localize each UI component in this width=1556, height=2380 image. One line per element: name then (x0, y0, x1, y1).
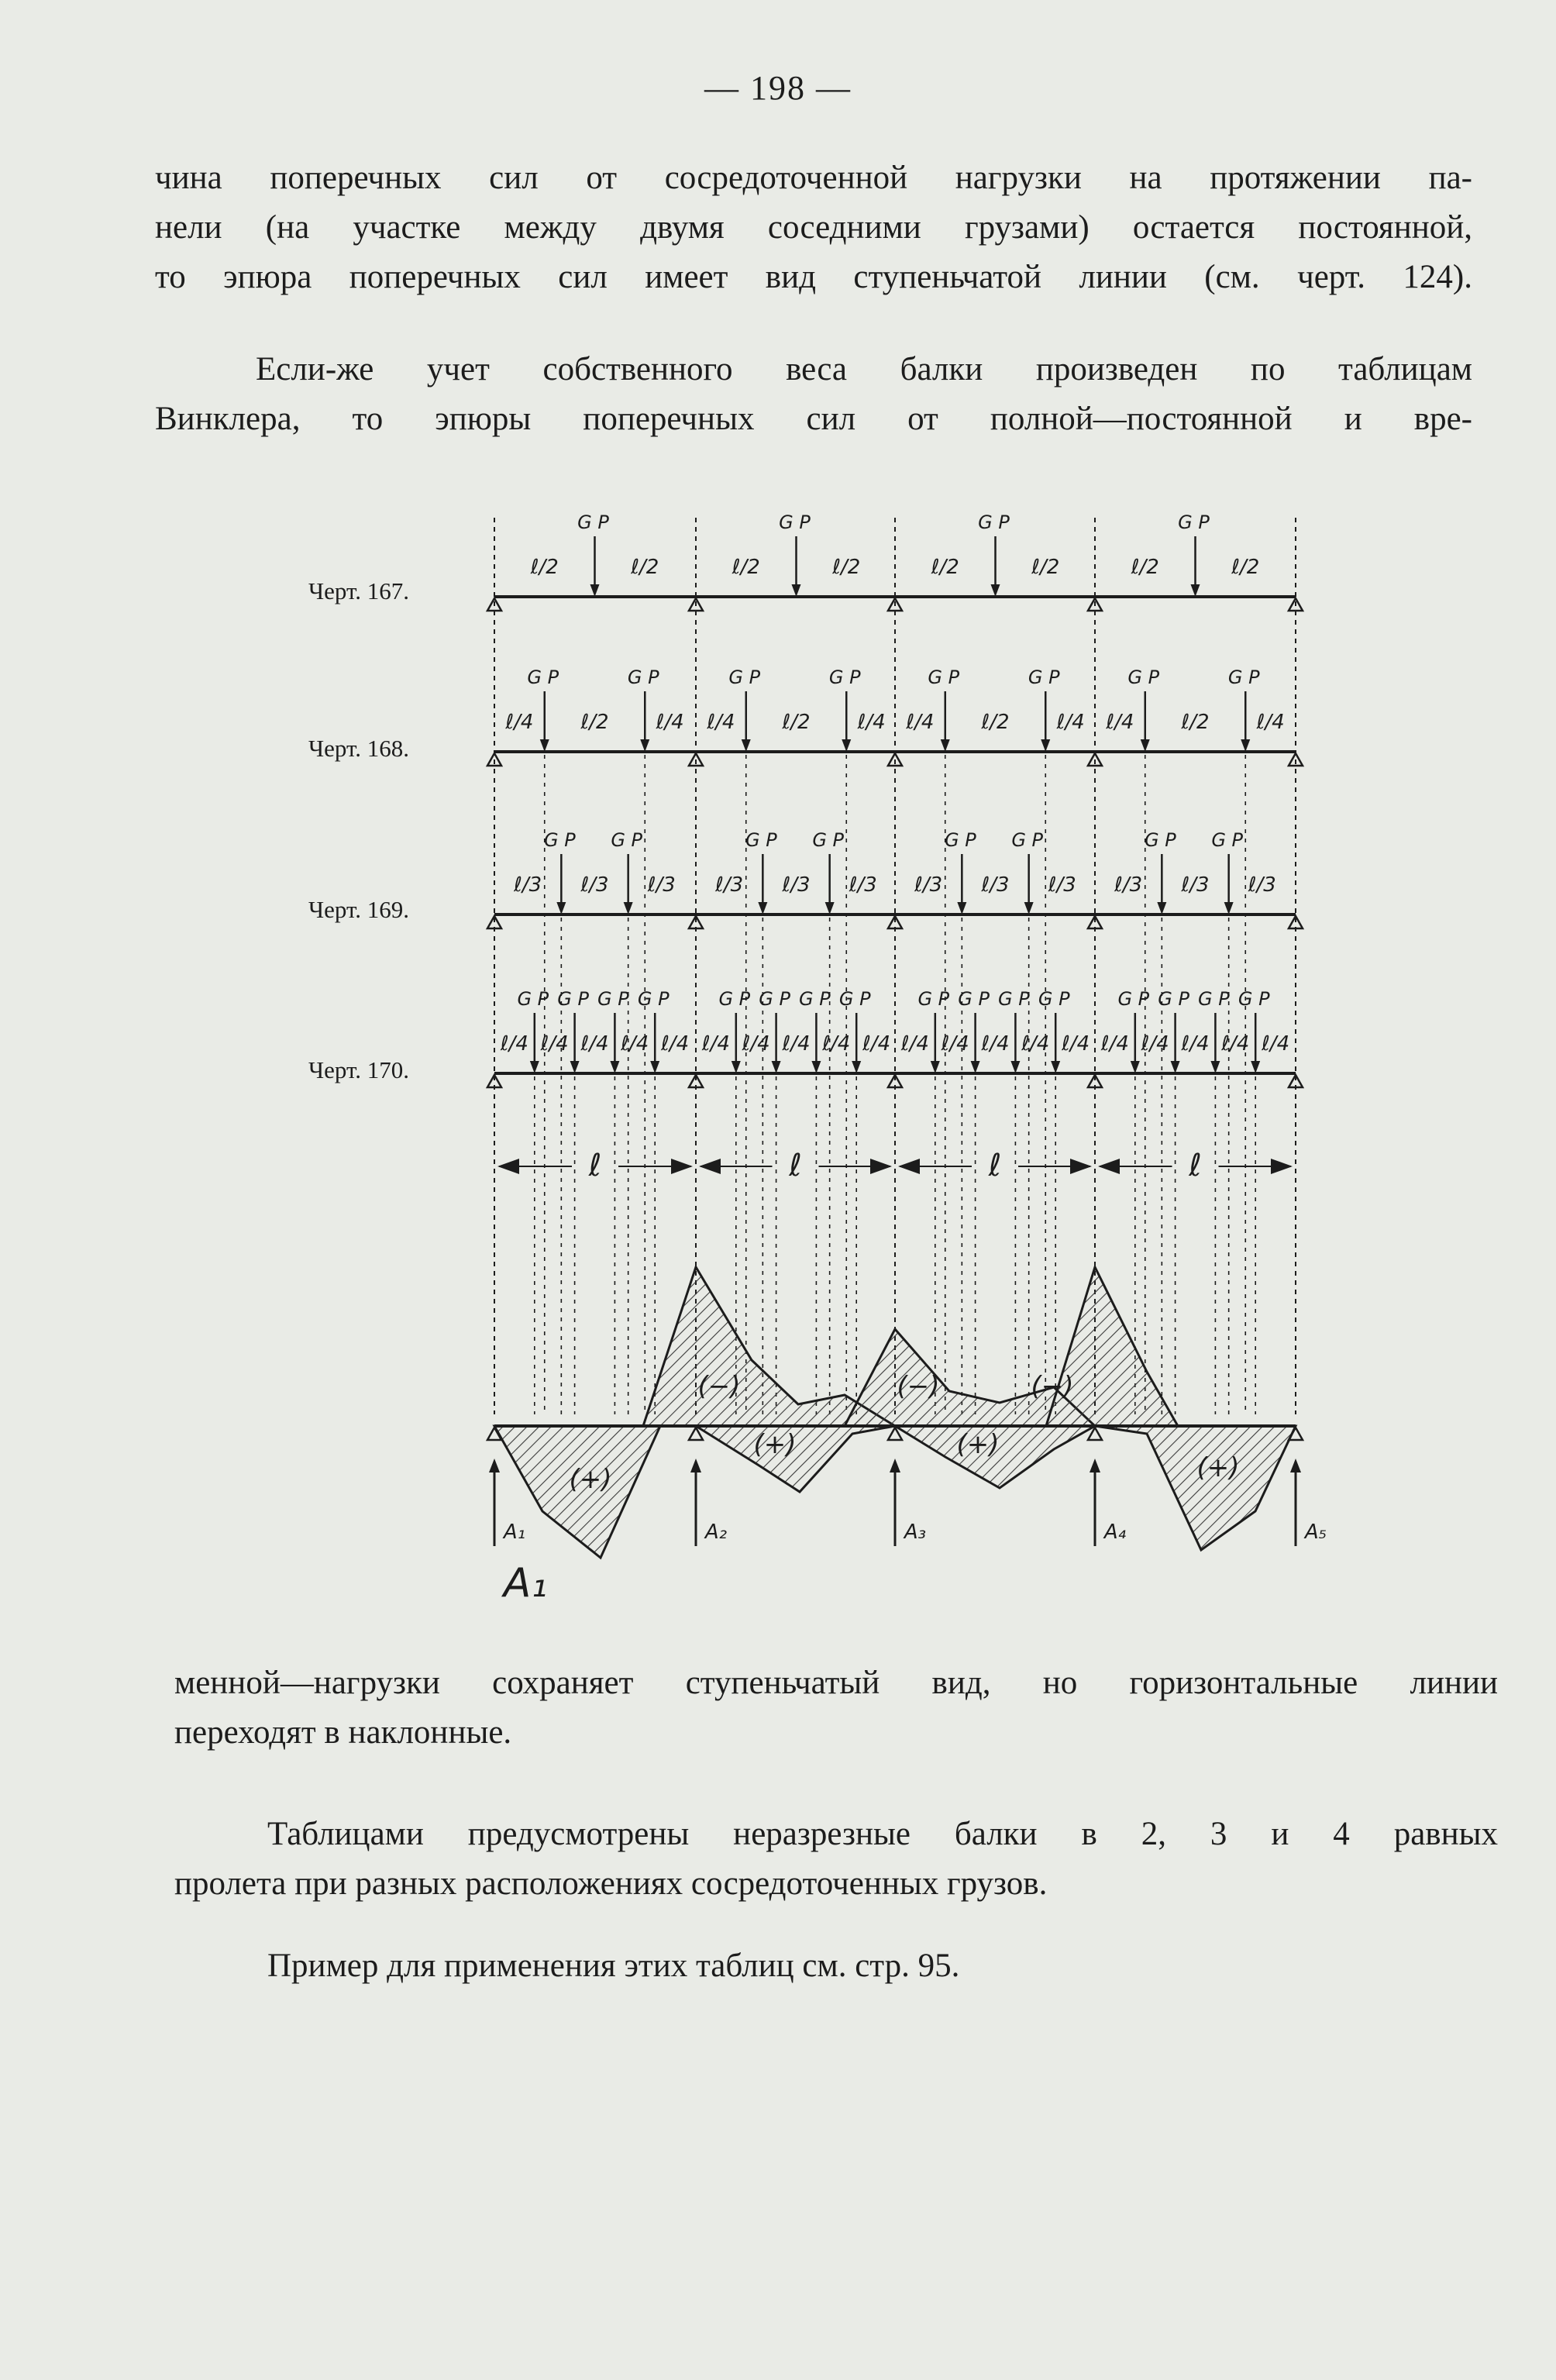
page-number: — 198 — (704, 69, 852, 107)
figure-label-167: Черт. 167. (308, 577, 409, 604)
beam-170-fraction-4-2: ℓ/4 (1141, 1032, 1169, 1056)
beam-170-load-3-3-head (1010, 1061, 1020, 1073)
beam-168-load-3-2-head (1041, 739, 1050, 752)
beam-169-fraction-1-2: ℓ/3 (580, 873, 609, 897)
beam-169-fraction-2-1: ℓ/3 (715, 873, 744, 897)
shear-sign-2: (−) (697, 1371, 741, 1402)
beam-168-fraction-3-1: ℓ/4 (906, 711, 935, 734)
paragraph-1-line-2: нели (на участке между двумя соседними грузами) остается постоянной, (155, 209, 1472, 246)
beam-169-fraction-2-3: ℓ/3 (849, 873, 877, 897)
beam-170-load-label-1-3: G P (597, 988, 629, 1010)
beam-169-load-4-2-head (1224, 902, 1234, 914)
shear-sign-7: (+) (1196, 1452, 1240, 1483)
beam-169-fraction-3-3: ℓ/3 (1048, 873, 1076, 897)
beam-170-load-label-4-1: G P (1117, 988, 1150, 1010)
beam-170-load-1-4-head (650, 1061, 659, 1073)
figure-label-168: Черт. 168. (308, 735, 409, 762)
beam-168-load-label-3-1: G P (928, 666, 960, 688)
beam-169-load-3-2-head (1024, 902, 1034, 914)
beam-170-load-label-4-3: G P (1198, 988, 1230, 1010)
beam-170-fraction-3-2: ℓ/4 (941, 1032, 969, 1056)
shear-sign-5: (+) (956, 1429, 1000, 1460)
beam-167-load-label-3-1: G P (978, 511, 1010, 533)
beam-168-load-3-1-head (941, 739, 950, 752)
span-dimension-label-1: ℓ (588, 1148, 602, 1183)
paragraph-4-line-1: Таблицами предусмотрены неразрезные балки в 2, 3 и 4 равных (267, 1816, 1498, 1852)
beam-169-fraction-4-3: ℓ/3 (1248, 873, 1276, 897)
beam-167-fraction-2-2: ℓ/2 (832, 556, 861, 579)
reaction-arrow-3-head (890, 1459, 900, 1472)
beam-169-fraction-4-1: ℓ/3 (1114, 873, 1143, 897)
shear-sign-4: (−) (897, 1371, 940, 1402)
beam-170-fraction-1-3: ℓ/4 (580, 1032, 609, 1056)
beam-168-load-1-1-head (540, 739, 549, 752)
beam-170-fraction-2-2: ℓ/4 (742, 1032, 770, 1056)
beam-170-load-label-3-4: G P (1038, 988, 1070, 1010)
beam-168-fraction-4-3: ℓ/4 (1256, 711, 1285, 734)
beam-169-load-2-1-head (758, 902, 767, 914)
beam-168-load-label-2-2: G P (828, 666, 861, 688)
paragraph-5 (267, 1941, 1352, 1991)
beam-169-fraction-3-2: ℓ/3 (981, 873, 1010, 897)
beam-169-load-label-2-2: G P (812, 829, 845, 851)
beam-170-load-label-3-1: G P (917, 988, 950, 1010)
beam-170-fraction-4-1: ℓ/4 (1100, 1032, 1129, 1056)
beam-169-load-label-4-2: G P (1211, 829, 1244, 851)
beam-168-load-label-1-2: G P (627, 666, 659, 688)
beam-170-fraction-2-4: ℓ/4 (822, 1032, 851, 1056)
beam-168-load-label-4-2: G P (1227, 666, 1260, 688)
reaction-label-3: A₃ (904, 1521, 927, 1544)
beam-170-load-label-4-2: G P (1158, 988, 1189, 1010)
beam-170-load-label-2-1: G P (718, 988, 751, 1010)
beam-170-fraction-1-4: ℓ/4 (621, 1032, 649, 1056)
beam-170-load-1-2-head (570, 1061, 580, 1073)
beam-168-load-label-1-1: G P (527, 666, 559, 688)
paragraph-3-line-2: переходят в наклонные. (174, 1714, 512, 1751)
beam-170-load-1-1-head (530, 1061, 539, 1073)
beam-168-fraction-2-2: ℓ/2 (782, 711, 811, 734)
beam-167-fraction-2-1: ℓ/2 (732, 556, 760, 579)
figure-label-169: Черт. 169. (308, 896, 409, 923)
beam-168-fraction-3-3: ℓ/4 (1056, 711, 1085, 734)
span-dimension-label-3: ℓ (988, 1148, 1002, 1183)
beam-167-load-4-1-head (1191, 584, 1200, 597)
beam-168-load-2-1-head (742, 739, 751, 752)
beam-169-load-4-1-head (1157, 902, 1166, 914)
paragraph-1-line-3: то эпюра поперечных сил имеет вид ступеньчатой линии (см. черт. 124). (155, 259, 1472, 295)
beam-170-load-3-2-head (971, 1061, 980, 1073)
beam-170-load-2-2-head (772, 1061, 781, 1073)
beam-170-fraction-3-1: ℓ/4 (900, 1032, 929, 1056)
paragraph-4-line-2: пролета при разных расположениях сосредоточенных грузов. (174, 1865, 1048, 1902)
beam-170-fraction-1-5: ℓ/4 (661, 1032, 690, 1056)
reaction-arrow-1-head (489, 1459, 500, 1472)
reaction-label-1: A₁ (503, 1521, 526, 1544)
beam-169-load-label-1-1: G P (543, 829, 576, 851)
shear-sign-6: (−) (1031, 1371, 1074, 1402)
beam-168-fraction-3-2: ℓ/2 (981, 711, 1010, 734)
beam-169-fraction-4-2: ℓ/3 (1181, 873, 1210, 897)
paragraph-3-line-1: менной—нагрузки сохраняет ступеньчатый вид, но горизонтальные линии (174, 1665, 1498, 1701)
beam-169-load-label-3-2: G P (1011, 829, 1044, 851)
beam-170-load-4-3-head (1210, 1061, 1220, 1073)
beam-168-load-label-2-1: G P (728, 666, 761, 688)
beam-170-load-label-1-2: G P (557, 988, 589, 1010)
beam-167-fraction-4-1: ℓ/2 (1131, 556, 1159, 579)
span-dimension-label-2: ℓ (789, 1148, 802, 1183)
beam-169-fraction-1-3: ℓ/3 (647, 873, 676, 897)
beam-168-fraction-2-3: ℓ/4 (857, 711, 886, 734)
reaction-label-5: A₅ (1304, 1521, 1327, 1544)
beam-168-load-4-2-head (1241, 739, 1250, 752)
beam-168-fraction-1-1: ℓ/4 (505, 711, 534, 734)
beam-167-fraction-1-1: ℓ/2 (530, 556, 559, 579)
beam-169-load-label-3-1: G P (944, 829, 976, 851)
beam-170-load-label-3-3: G P (998, 988, 1030, 1010)
paragraph-1-line-1: чина поперечных сил от сосредоточенной нагрузки на протяжении па- (155, 160, 1472, 196)
beam-168-load-label-4-1: G P (1127, 666, 1160, 688)
beam-170-fraction-3-5: ℓ/4 (1062, 1032, 1090, 1056)
reaction-arrow-4-head (1090, 1459, 1100, 1472)
beam-168-fraction-2-1: ℓ/4 (707, 711, 735, 734)
beam-170-fraction-1-2: ℓ/4 (540, 1032, 569, 1056)
paragraph-4 (174, 1810, 1498, 1909)
shear-sign-3: (+) (753, 1429, 797, 1460)
paragraph-5-line-1: Пример для применения этих таблиц см. стр. 95. (267, 1948, 960, 1984)
beam-170-fraction-1-1: ℓ/4 (500, 1032, 528, 1056)
beam-170-load-3-4-head (1051, 1061, 1060, 1073)
beam-170-fraction-3-4: ℓ/4 (1021, 1032, 1050, 1056)
beam-170-fraction-2-5: ℓ/4 (862, 1032, 891, 1056)
beam-170-fraction-2-1: ℓ/4 (701, 1032, 730, 1056)
paragraph-3 (174, 1658, 1498, 1758)
beam-169-fraction-2-2: ℓ/3 (782, 873, 811, 897)
beam-170-load-label-1-1: G P (517, 988, 549, 1010)
beam-168-fraction-4-2: ℓ/2 (1181, 711, 1210, 734)
beam-168-fraction-1-2: ℓ/2 (580, 711, 609, 734)
beam-170-load-2-1-head (732, 1061, 741, 1073)
beam-170-load-4-4-head (1251, 1061, 1260, 1073)
beam-167-fraction-3-2: ℓ/2 (1031, 556, 1060, 579)
beam-170-load-4-2-head (1171, 1061, 1180, 1073)
beam-169-load-3-1-head (957, 902, 966, 914)
beam-170-load-label-2-3: G P (799, 988, 831, 1010)
beam-169-load-label-1-2: G P (611, 829, 643, 851)
beam-167-load-label-4-1: G P (1178, 511, 1210, 533)
reaction-arrow-5-head (1290, 1459, 1301, 1472)
beam-168-fraction-4-1: ℓ/4 (1106, 711, 1134, 734)
beam-170-fraction-2-3: ℓ/4 (782, 1032, 811, 1056)
beam-169-load-1-1-head (556, 902, 566, 914)
beam-168-load-1-2-head (640, 739, 649, 752)
beam-170-load-label-2-2: G P (759, 988, 790, 1010)
beam-167-load-3-1-head (991, 584, 1000, 597)
reaction-arrow-2-head (690, 1459, 701, 1472)
beam-170-load-3-1-head (931, 1061, 940, 1073)
beam-169-load-1-2-head (624, 902, 633, 914)
beam-167-load-label-1-1: G P (577, 511, 609, 533)
beam-167-load-label-2-1: G P (779, 511, 811, 533)
reaction-label-2: A₂ (704, 1521, 728, 1544)
beam-170-fraction-4-5: ℓ/4 (1262, 1032, 1290, 1056)
beam-168-fraction-1-3: ℓ/4 (656, 711, 684, 734)
beam-170-load-1-3-head (610, 1061, 619, 1073)
beam-167-fraction-3-1: ℓ/2 (931, 556, 959, 579)
beam-170-load-label-4-4: G P (1238, 988, 1270, 1010)
beam-170-fraction-3-3: ℓ/4 (981, 1032, 1010, 1056)
beam-170-fraction-4-4: ℓ/4 (1221, 1032, 1250, 1056)
paragraph-2-line-1: Если-же учет собственного веса балки произведен по таблицам (256, 351, 1472, 387)
figure-label-170: Черт. 170. (308, 1056, 409, 1083)
beam-170-load-2-3-head (811, 1061, 821, 1073)
reaction-label-4: A₄ (1103, 1521, 1127, 1544)
shear-sign-1: (+) (569, 1464, 612, 1495)
beam-170-load-2-4-head (852, 1061, 861, 1073)
beam-170-load-label-3-2: G P (958, 988, 990, 1010)
beam-170-load-label-2-4: G P (838, 988, 871, 1010)
beam-169-fraction-1-1: ℓ/3 (514, 873, 542, 897)
beam-168-load-label-3-2: G P (1028, 666, 1060, 688)
beam-169-load-label-4-1: G P (1144, 829, 1176, 851)
handwritten-reaction-note: A₁ (503, 1560, 548, 1607)
beam-169-load-label-2-1: G P (745, 829, 777, 851)
beam-167-fraction-4-2: ℓ/2 (1231, 556, 1260, 579)
span-dimension-label-4: ℓ (1189, 1148, 1202, 1183)
beam-169-fraction-3-1: ℓ/3 (914, 873, 943, 897)
beam-167-load-1-1-head (590, 584, 600, 597)
beam-167-fraction-1-2: ℓ/2 (631, 556, 659, 579)
beam-170-load-4-1-head (1131, 1061, 1140, 1073)
beam-167-load-2-1-head (792, 584, 801, 597)
beam-168-load-2-2-head (842, 739, 851, 752)
beam-170-load-label-1-4: G P (637, 988, 670, 1010)
beam-169-load-2-2-head (825, 902, 835, 914)
beam-170-fraction-4-3: ℓ/4 (1181, 1032, 1210, 1056)
paragraph-2-line-2: Винклера, то эпюры поперечных сил от полной—постоянной и вре- (155, 401, 1472, 437)
shear-peak-support4 (1046, 1267, 1178, 1426)
beam-168-load-4-1-head (1141, 739, 1150, 752)
